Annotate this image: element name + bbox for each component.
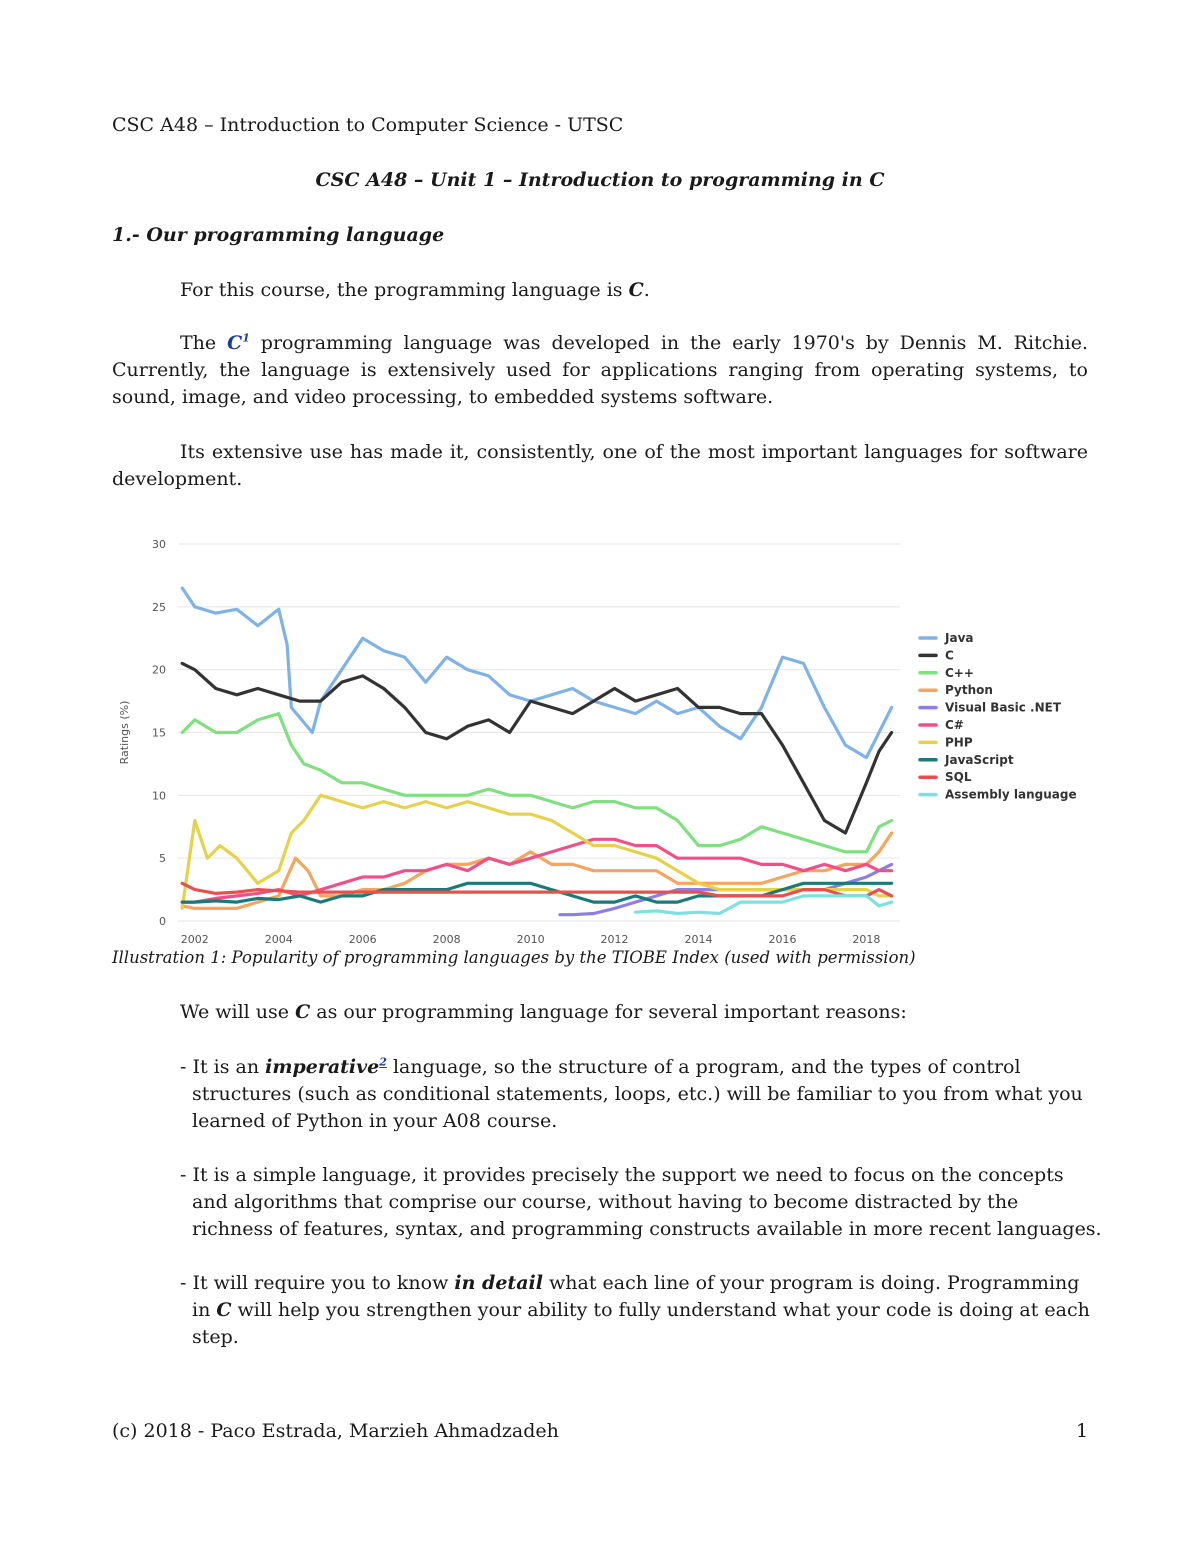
tiobe-chart: [110, 530, 1100, 950]
footer-copyright: (c) 2018 - Paco Estrada, Marzieh Ahmadzadeh: [112, 1420, 559, 1442]
legend-label: SQL: [945, 770, 972, 785]
x-tick-label: 2014: [684, 933, 713, 946]
figure-caption: Illustration 1: Popularity of programming languages by the TIOBE Index (used with permission): [112, 948, 916, 967]
legend-label: Python: [945, 683, 993, 698]
y-tick-label: 0: [159, 915, 166, 928]
legend-label: C: [945, 648, 954, 663]
paragraph-reasons: We will use C as our programming language for several important reasons:: [180, 1001, 907, 1023]
x-tick-label: 2008: [432, 933, 461, 946]
reason-item-detail: - It will require you to know in detail what each line of your program is doing. Programming in C will help you strengthen your ability to fully understand what your code is doing at each step.: [180, 1272, 1090, 1348]
footnote-ref-1[interactable]: 1: [242, 331, 250, 345]
x-tick-label: 2002: [180, 933, 209, 946]
legend-label: Assembly language: [945, 787, 1077, 802]
paragraph-language: For this course, the programming language is C.: [180, 279, 650, 301]
legend-label: Java: [945, 631, 974, 645]
legend-label: PHP: [945, 735, 973, 750]
x-tick-label: 2010: [516, 933, 545, 946]
reason-item-simple: - It is a simple language, it provides precisely the support we need to focus on the concepts and algorithms that comprise our course, without having to become distracted by the richness of features, syntax, and programming constructs available in more recent languages.: [180, 1164, 1102, 1240]
c-term: C: [227, 332, 243, 354]
unit-title: CSC A48 – Unit 1 – Introduction to programming in C: [315, 169, 885, 191]
series-line: [182, 714, 891, 852]
paragraph-history: The C$^1$ programming language was developed in the early 1970's by Dennis M. Ritchie. Currently, the language is extensively used for applications ranging from operating systems, to sound, image, and video processing, to embedded systems software.: [112, 331, 1088, 408]
x-tick-label: 2018: [852, 933, 881, 946]
y-tick-label: 25: [152, 600, 166, 614]
legend-label: JavaScript: [945, 752, 1014, 767]
paragraph-importance: Its extensive use has made it, consistently, one of the most important languages for software development.: [112, 441, 1088, 490]
x-tick-label: 2012: [600, 933, 629, 946]
footnote-ref-2[interactable]: 2: [379, 1055, 387, 1069]
section-heading: 1.- Our programming language: [112, 224, 445, 246]
x-tick-label: 2004: [264, 933, 293, 946]
y-tick-label: 5: [159, 852, 166, 866]
series-line: [636, 896, 892, 914]
x-tick-label: 2006: [348, 933, 377, 946]
y-tick-label: 20: [152, 663, 166, 677]
y-axis-label: Ratings (%): [118, 700, 131, 765]
legend-label: C++: [945, 665, 974, 680]
legend-label: C#: [945, 718, 964, 732]
page-number: 1: [1076, 1420, 1089, 1442]
y-tick-label: 10: [152, 789, 166, 803]
x-tick-label: 2016: [768, 933, 797, 946]
legend-label: Visual Basic .NET: [945, 700, 1062, 715]
y-tick-label: 30: [152, 538, 166, 551]
reason-item-imperative: - It is an imperative$^2$ language, so the structure of a program, and the types of control structures (such as conditional statements, loops, etc.) will be familiar to you from what you learned of Python in your A08 course.: [180, 1055, 1083, 1132]
y-tick-label: 15: [152, 726, 166, 740]
document-header: CSC A48 – Introduction to Computer Science - UTSC: [112, 114, 624, 136]
